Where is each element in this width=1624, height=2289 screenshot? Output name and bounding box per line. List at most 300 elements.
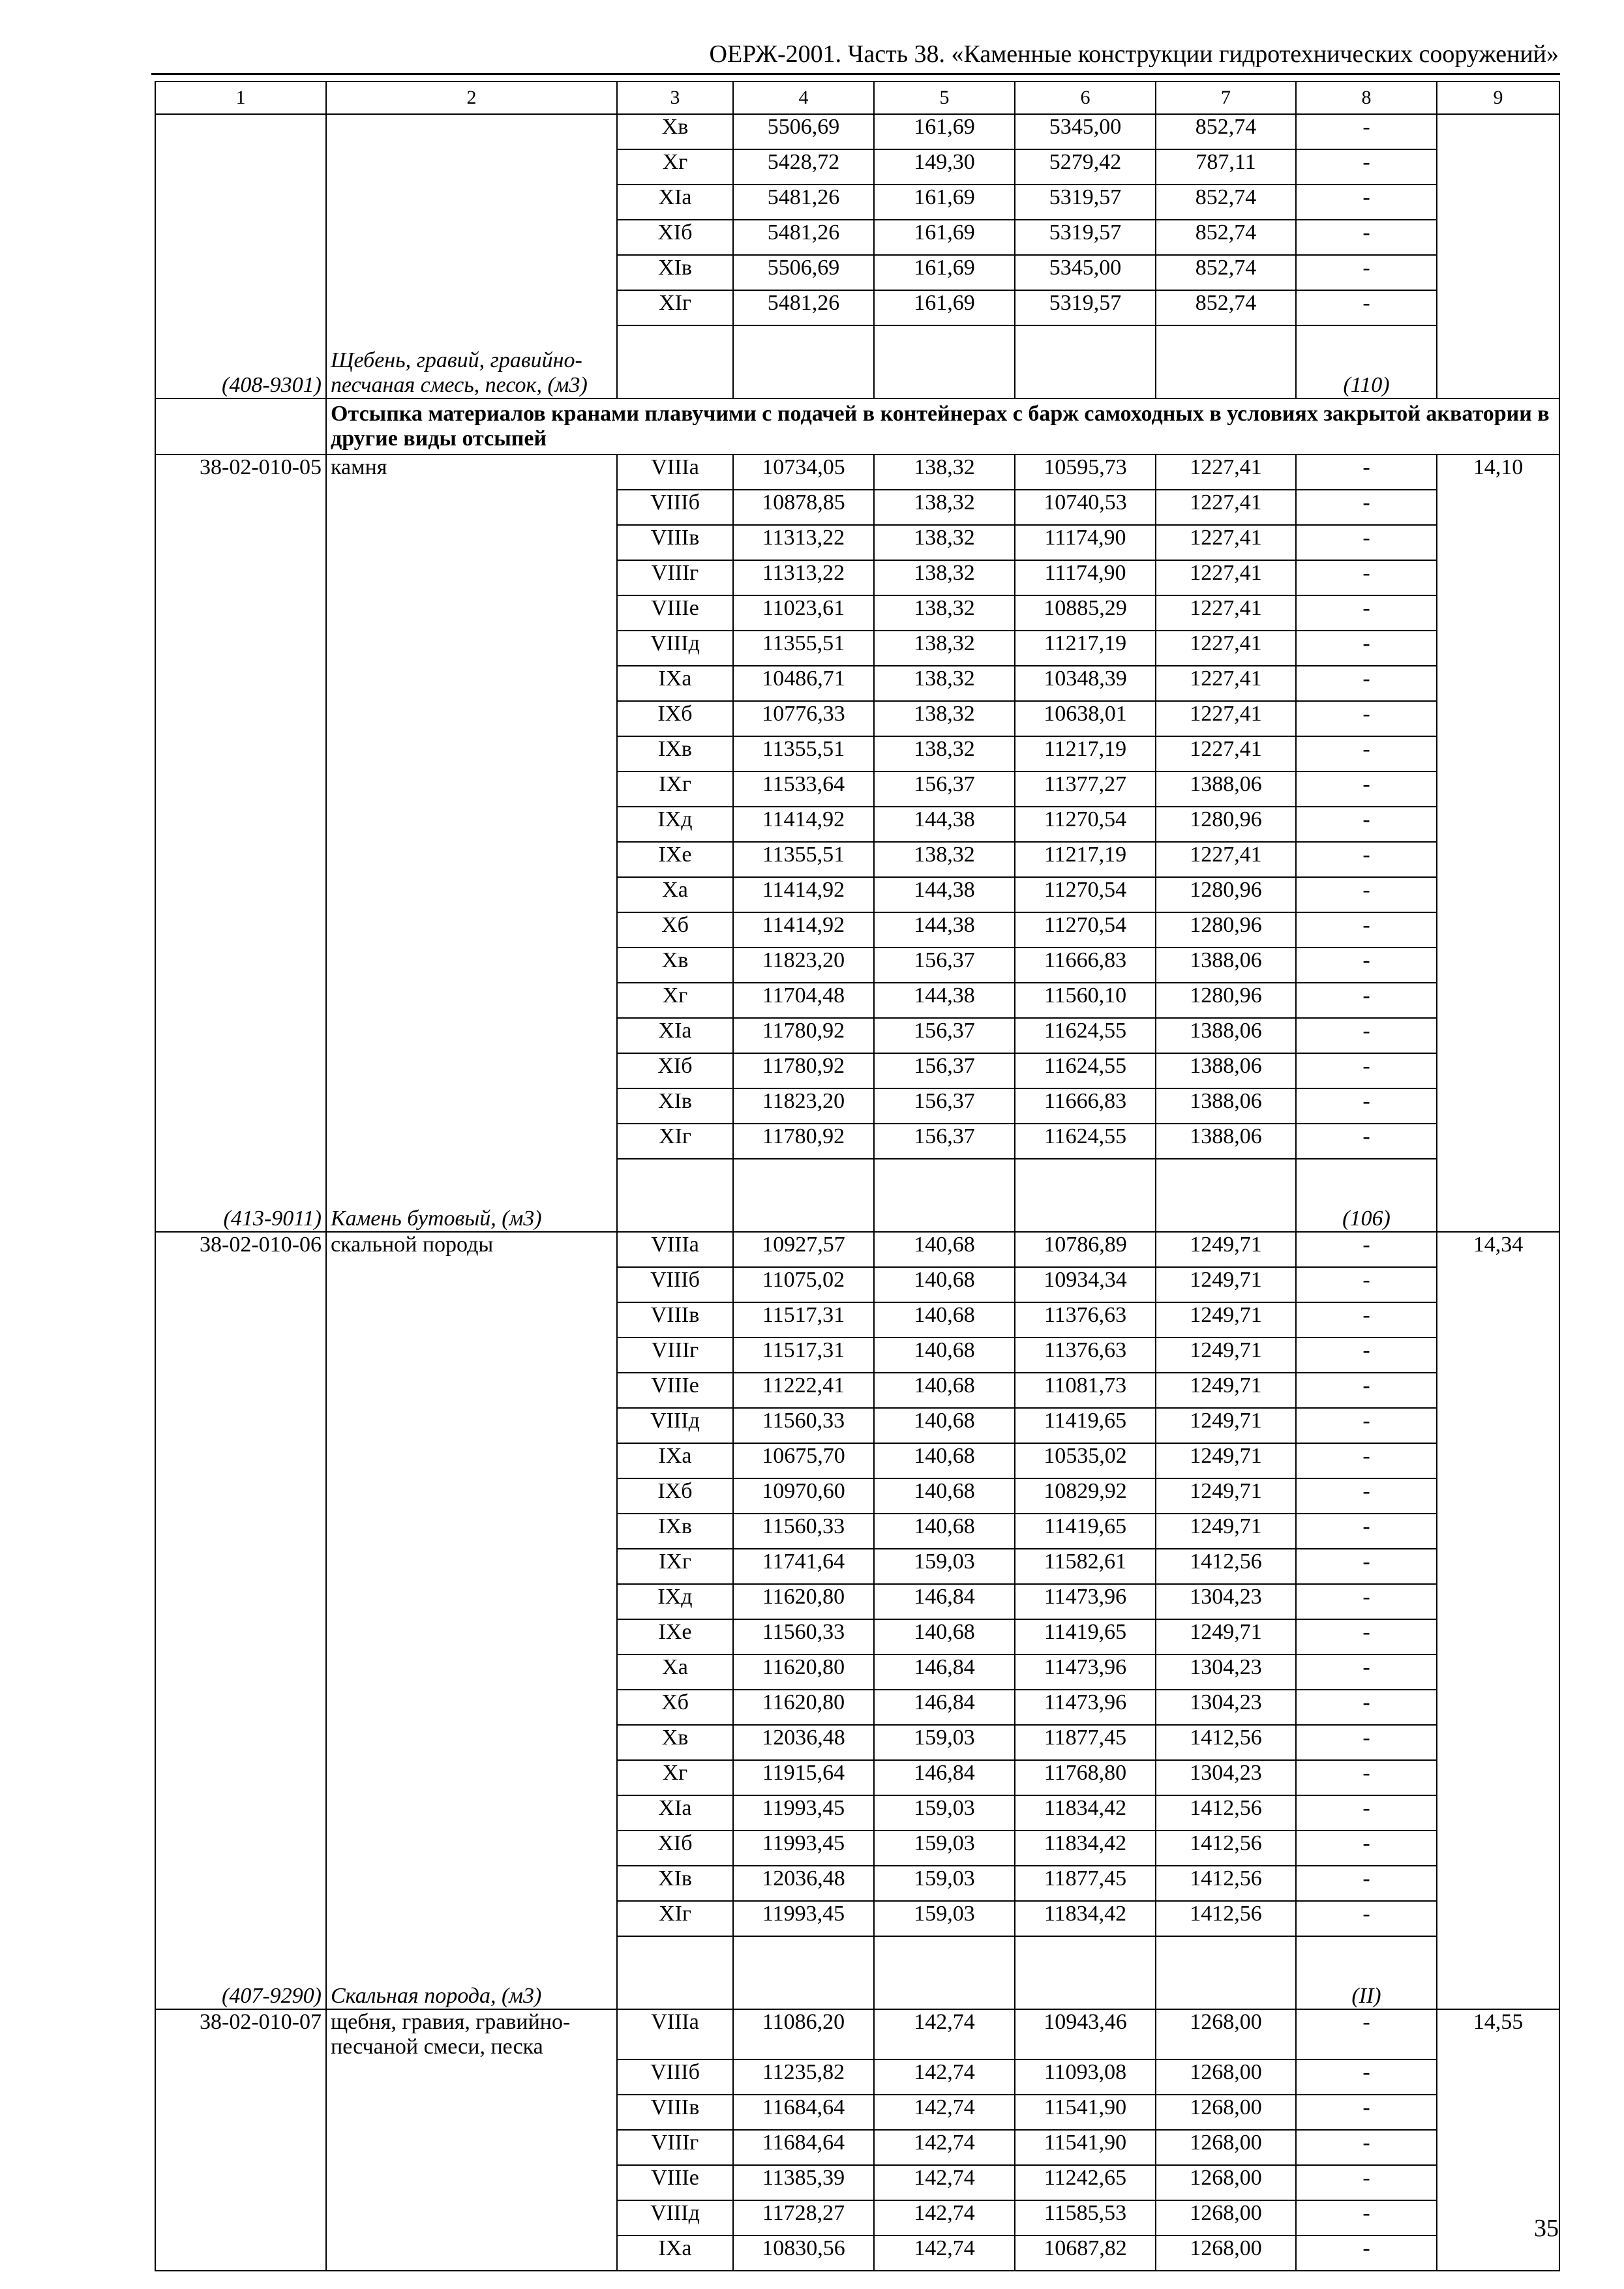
labor-cost [1437,1267,1559,1302]
value-cell: 11093,08 [1015,2059,1156,2095]
value-cell: - [1296,255,1437,290]
value-cell: 1304,23 [1156,1690,1296,1725]
table-row [155,1619,1559,1654]
table-row [155,736,1559,771]
value-cell: 11823,20 [733,948,874,983]
labor-cost [1437,912,1559,948]
column-number: 7 [1156,82,1296,114]
value-cell: VIIIг [617,1338,733,1373]
table-row [155,877,1559,912]
labor-cost [1437,1302,1559,1338]
value-cell: 11877,45 [1015,1725,1156,1760]
value-cell: 1249,71 [1156,1267,1296,1302]
item-name [326,1654,617,1690]
value-cell: 11741,64 [733,1549,874,1584]
value-cell: ХIв [617,1866,733,1901]
item-code [155,1478,326,1514]
labor-cost [1437,701,1559,736]
value-cell: 140,68 [874,1443,1015,1478]
value-cell: Хв [617,114,733,149]
table-row [155,1514,1559,1549]
value-cell: 1268,00 [1156,2095,1296,2130]
labor-cost [1437,1549,1559,1584]
value-cell: 11355,51 [733,842,874,877]
item-code [155,2236,326,2271]
table-row [155,2059,1559,2095]
item-code [155,1053,326,1088]
value-cell: IХб [617,1478,733,1514]
item-name [326,1088,617,1124]
item-name [326,701,617,736]
table-row [155,1866,1559,1901]
value-cell: 144,38 [874,983,1015,1018]
item-code: 38-02-010-05 [155,455,326,490]
column-number: 9 [1437,82,1559,114]
value-cell: VIIIд [617,1408,733,1443]
value-cell: - [1296,1053,1437,1088]
value-cell: - [1296,877,1437,912]
value-cell: 1227,41 [1156,736,1296,771]
value-cell: 11419,65 [1015,1408,1156,1443]
item-code [155,490,326,525]
value-cell: - [1296,983,1437,1018]
item-code: 38-02-010-07 [155,2009,326,2059]
value-cell: 1280,96 [1156,983,1296,1018]
item-name [326,736,617,771]
labor-cost [1437,666,1559,701]
value-cell: 12036,48 [733,1866,874,1901]
value-cell: 10734,05 [733,455,874,490]
value-cell: 1249,71 [1156,1619,1296,1654]
value-cell: 140,68 [874,1514,1015,1549]
item-name [326,1338,617,1373]
value-cell: 11768,80 [1015,1760,1156,1795]
value-cell: 10934,34 [1015,1267,1156,1302]
value-cell: 5279,42 [1015,149,1156,185]
value-cell: 138,32 [874,525,1015,560]
table-row [155,290,1559,325]
value-cell: 11081,73 [1015,1373,1156,1408]
item-code [155,771,326,807]
value-cell: - [1296,185,1437,220]
value-cell: 138,32 [874,631,1015,666]
value-cell: ХIг [617,1124,733,1159]
value-cell: 1227,41 [1156,525,1296,560]
item-name [326,1549,617,1584]
value-cell: ХIв [617,255,733,290]
item-code [155,1866,326,1901]
value-cell: 1227,41 [1156,595,1296,631]
value-cell: - [1296,1232,1437,1267]
value-cell: 11242,65 [1015,2165,1156,2200]
value-cell: - [1296,912,1437,948]
value-cell: - [1296,2059,1437,2095]
item-name [326,1901,617,1936]
labor-cost: 14,10 [1437,455,1559,490]
value-cell: 11313,22 [733,525,874,560]
value-cell: Хг [617,1760,733,1795]
labor-cost [1437,1725,1559,1760]
table-row [155,114,1559,149]
labor-cost [1437,948,1559,983]
value-cell: 5506,69 [733,114,874,149]
value-cell: 10943,46 [1015,2009,1156,2059]
value-cell: ХIа [617,185,733,220]
resource-name: Щебень, гравий, гравийно-песчаная смесь, песок, (м3) [326,325,617,398]
value-cell: - [1296,455,1437,490]
item-name [326,1408,617,1443]
value-cell: VIIIа [617,1232,733,1267]
value-cell: 11217,19 [1015,631,1156,666]
labor-cost [1437,490,1559,525]
value-cell: 138,32 [874,842,1015,877]
value-cell: 11086,20 [733,2009,874,2059]
value-cell: 11023,61 [733,595,874,631]
section-title: Отсыпка материалов кранами плавучими с подачей в контейнерах с барж самоходных в условиях закрытой акватории в другие виды отсыпей [326,398,1559,455]
value-cell: 10595,73 [1015,455,1156,490]
table-row [155,1373,1559,1408]
value-cell: 144,38 [874,912,1015,948]
value-cell: 161,69 [874,185,1015,220]
value-cell: - [1296,1373,1437,1408]
value-cell: 1268,00 [1156,2130,1296,2165]
resource-code: (408-9301) [155,325,326,398]
value-cell: IХг [617,771,733,807]
value-cell: 11780,92 [733,1124,874,1159]
labor-cost [1437,1053,1559,1088]
item-code [155,1018,326,1053]
item-code [155,1795,326,1831]
item-name [326,877,617,912]
value-cell: 1249,71 [1156,1232,1296,1267]
item-name [326,948,617,983]
item-code [155,185,326,220]
value-cell: 11704,48 [733,983,874,1018]
value-cell: 11728,27 [733,2200,874,2236]
table-row [155,149,1559,185]
item-code [155,631,326,666]
value-cell: 138,32 [874,455,1015,490]
value-cell: 10348,39 [1015,666,1156,701]
value-cell: Хб [617,1690,733,1725]
value-cell: 11915,64 [733,1760,874,1795]
value-cell: 11541,90 [1015,2095,1156,2130]
item-name [326,1124,617,1159]
value-cell: 1412,56 [1156,1831,1296,1866]
value-cell: 1268,00 [1156,2009,1296,2059]
value-cell: 144,38 [874,807,1015,842]
value-cell: - [1296,2095,1437,2130]
value-cell: 11560,10 [1015,983,1156,1018]
value-cell: 11560,33 [733,1619,874,1654]
value-cell: 11174,90 [1015,525,1156,560]
value-cell: 11620,80 [733,1654,874,1690]
item-code [155,912,326,948]
value-cell: IХе [617,1619,733,1654]
value-cell: 1412,56 [1156,1795,1296,1831]
item-name [326,595,617,631]
value-cell: - [1296,595,1437,631]
value-cell: - [1296,1690,1437,1725]
resource-name: Камень бутовый, (м3) [326,1159,617,1232]
value-cell: 156,37 [874,948,1015,983]
value-cell: Хв [617,948,733,983]
column-number: 3 [617,82,733,114]
empty-cell [617,1159,733,1232]
table-row [155,948,1559,983]
value-cell: - [1296,1584,1437,1619]
item-name [326,560,617,595]
labor-cost [1437,595,1559,631]
value-cell: 1412,56 [1156,1866,1296,1901]
value-cell: 1304,23 [1156,1584,1296,1619]
value-cell: 1249,71 [1156,1478,1296,1514]
item-code [155,1088,326,1124]
value-cell: 5428,72 [733,149,874,185]
value-cell: 11684,64 [733,2095,874,2130]
value-cell: 159,03 [874,1795,1015,1831]
item-code [155,290,326,325]
value-cell: 1304,23 [1156,1654,1296,1690]
item-name [326,1267,617,1302]
value-cell: 146,84 [874,1584,1015,1619]
item-name [326,1619,617,1654]
value-cell: 11780,92 [733,1018,874,1053]
page-number: 35 [1534,2215,1559,2242]
value-cell: 11517,31 [733,1338,874,1373]
value-cell: 11473,96 [1015,1584,1156,1619]
labor-cost [1437,736,1559,771]
column-number: 8 [1296,82,1437,114]
value-cell: 11075,02 [733,1267,874,1302]
value-cell: 1388,06 [1156,1124,1296,1159]
value-cell: 11877,45 [1015,1866,1156,1901]
resource-quantity: (II) [1296,1936,1437,2009]
resource-row [155,1936,1559,2009]
value-cell: 146,84 [874,1654,1015,1690]
item-name [326,185,617,220]
item-name [326,290,617,325]
value-cell: - [1296,1901,1437,1936]
value-cell: 1412,56 [1156,1549,1296,1584]
value-cell: VIIIв [617,525,733,560]
value-cell: - [1296,560,1437,595]
table-row [155,2095,1559,2130]
item-code [155,1619,326,1654]
item-name [326,1018,617,1053]
value-cell: 1227,41 [1156,631,1296,666]
table-row [155,1478,1559,1514]
value-cell: 1268,00 [1156,2165,1296,2200]
table-row [155,1408,1559,1443]
value-cell: 138,32 [874,736,1015,771]
table-row [155,1088,1559,1124]
value-cell: 142,74 [874,2009,1015,2059]
value-cell: - [1296,1619,1437,1654]
value-cell: 144,38 [874,877,1015,912]
value-cell: 787,11 [1156,149,1296,185]
value-cell: 11414,92 [733,807,874,842]
table-row [155,1018,1559,1053]
item-name [326,1584,617,1619]
value-cell: - [1296,1514,1437,1549]
item-code [155,1443,326,1478]
item-code [155,877,326,912]
labor-cost [1437,2059,1559,2095]
resource-name: Скальная порода, (м3) [326,1936,617,2009]
value-cell: 852,74 [1156,220,1296,255]
labor-cost [1437,114,1559,149]
value-cell: 11414,92 [733,877,874,912]
value-cell: 10776,33 [733,701,874,736]
item-name [326,2236,617,2271]
item-name [326,1690,617,1725]
value-cell: 161,69 [874,290,1015,325]
item-name [326,1725,617,1760]
item-code [155,1267,326,1302]
value-cell: 142,74 [874,2095,1015,2130]
item-code [155,149,326,185]
value-cell: 11376,63 [1015,1338,1156,1373]
value-cell: 161,69 [874,114,1015,149]
labor-cost [1437,2095,1559,2130]
item-code [155,1760,326,1795]
value-cell: 11624,55 [1015,1053,1156,1088]
value-cell: 11834,42 [1015,1831,1156,1866]
value-cell: 11560,33 [733,1514,874,1549]
value-cell: - [1296,1338,1437,1373]
item-name [326,807,617,842]
item-code [155,1831,326,1866]
value-cell: - [1296,948,1437,983]
value-cell: - [1296,290,1437,325]
item-code [155,842,326,877]
table-row [155,2130,1559,2165]
item-name [326,149,617,185]
value-cell: 5345,00 [1015,114,1156,149]
column-number: 1 [155,82,326,114]
table-row [155,1831,1559,1866]
value-cell: 11834,42 [1015,1795,1156,1831]
value-cell: IХд [617,807,733,842]
value-cell: 11834,42 [1015,1901,1156,1936]
value-cell: 1280,96 [1156,912,1296,948]
value-cell: 11217,19 [1015,842,1156,877]
price-table [155,81,1560,2271]
page-header-title: ОЕРЖ-2001. Часть 38. «Каменные конструкции гидротехнических сооружений» [709,40,1559,68]
labor-cost [1437,983,1559,1018]
value-cell: 11174,90 [1015,560,1156,595]
value-cell: - [1296,2130,1437,2165]
value-cell: 11620,80 [733,1690,874,1725]
value-cell: 11235,82 [733,2059,874,2095]
value-cell: 1249,71 [1156,1514,1296,1549]
value-cell: VIIIд [617,2200,733,2236]
item-code [155,1338,326,1373]
empty-cell [155,398,326,455]
value-cell: VIIIа [617,455,733,490]
item-name [326,666,617,701]
value-cell: - [1296,1831,1437,1866]
table-row [155,220,1559,255]
value-cell: 146,84 [874,1690,1015,1725]
value-cell: 11419,65 [1015,1514,1156,1549]
value-cell: 5319,57 [1015,185,1156,220]
value-cell: VIIIб [617,2059,733,2095]
value-cell: 1280,96 [1156,807,1296,842]
value-cell: 10829,92 [1015,1478,1156,1514]
value-cell: 1388,06 [1156,1088,1296,1124]
table-row [155,255,1559,290]
item-name [326,2200,617,2236]
value-cell: 156,37 [874,771,1015,807]
item-name [326,631,617,666]
labor-cost [1437,842,1559,877]
value-cell: 146,84 [874,1760,1015,1795]
value-cell: 142,74 [874,2236,1015,2271]
empty-cell [733,1936,874,2009]
value-cell: IХа [617,666,733,701]
empty-cell [874,1159,1015,1232]
value-cell: 156,37 [874,1124,1015,1159]
value-cell: VIIIд [617,631,733,666]
item-code [155,701,326,736]
table-row [155,1901,1559,1936]
value-cell: 5345,00 [1015,255,1156,290]
value-cell: IХг [617,1549,733,1584]
value-cell: 140,68 [874,1232,1015,1267]
labor-cost [1437,807,1559,842]
value-cell: 10638,01 [1015,701,1156,736]
table-row [155,1267,1559,1302]
labor-cost [1437,1654,1559,1690]
item-code [155,1408,326,1443]
resource-quantity: (110) [1296,325,1437,398]
value-cell: VIIIа [617,2009,733,2059]
value-cell: - [1296,2236,1437,2271]
item-code [155,114,326,149]
item-code [155,1514,326,1549]
item-name [326,525,617,560]
value-cell: - [1296,2009,1437,2059]
value-cell: 140,68 [874,1619,1015,1654]
value-cell: 11823,20 [733,1088,874,1124]
table-row [155,1549,1559,1584]
table-row [155,560,1559,595]
value-cell: 142,74 [874,2059,1015,2095]
value-cell: 11993,45 [733,1795,874,1831]
column-number-row [155,82,1559,114]
value-cell: 10786,89 [1015,1232,1156,1267]
labor-cost [1437,1088,1559,1124]
value-cell: Хг [617,149,733,185]
value-cell: 149,30 [874,149,1015,185]
table-row [155,1053,1559,1088]
value-cell: IХв [617,736,733,771]
value-cell: 11624,55 [1015,1124,1156,1159]
table-row [155,455,1559,490]
value-cell: - [1296,1478,1437,1514]
value-cell: VIIIб [617,490,733,525]
value-cell: - [1296,1124,1437,1159]
column-number: 4 [733,82,874,114]
item-code [155,1124,326,1159]
value-cell: 11620,80 [733,1584,874,1619]
table-row [155,1124,1559,1159]
value-cell: 1227,41 [1156,560,1296,595]
value-cell: 11666,83 [1015,1088,1156,1124]
value-cell: VIIIв [617,2095,733,2130]
